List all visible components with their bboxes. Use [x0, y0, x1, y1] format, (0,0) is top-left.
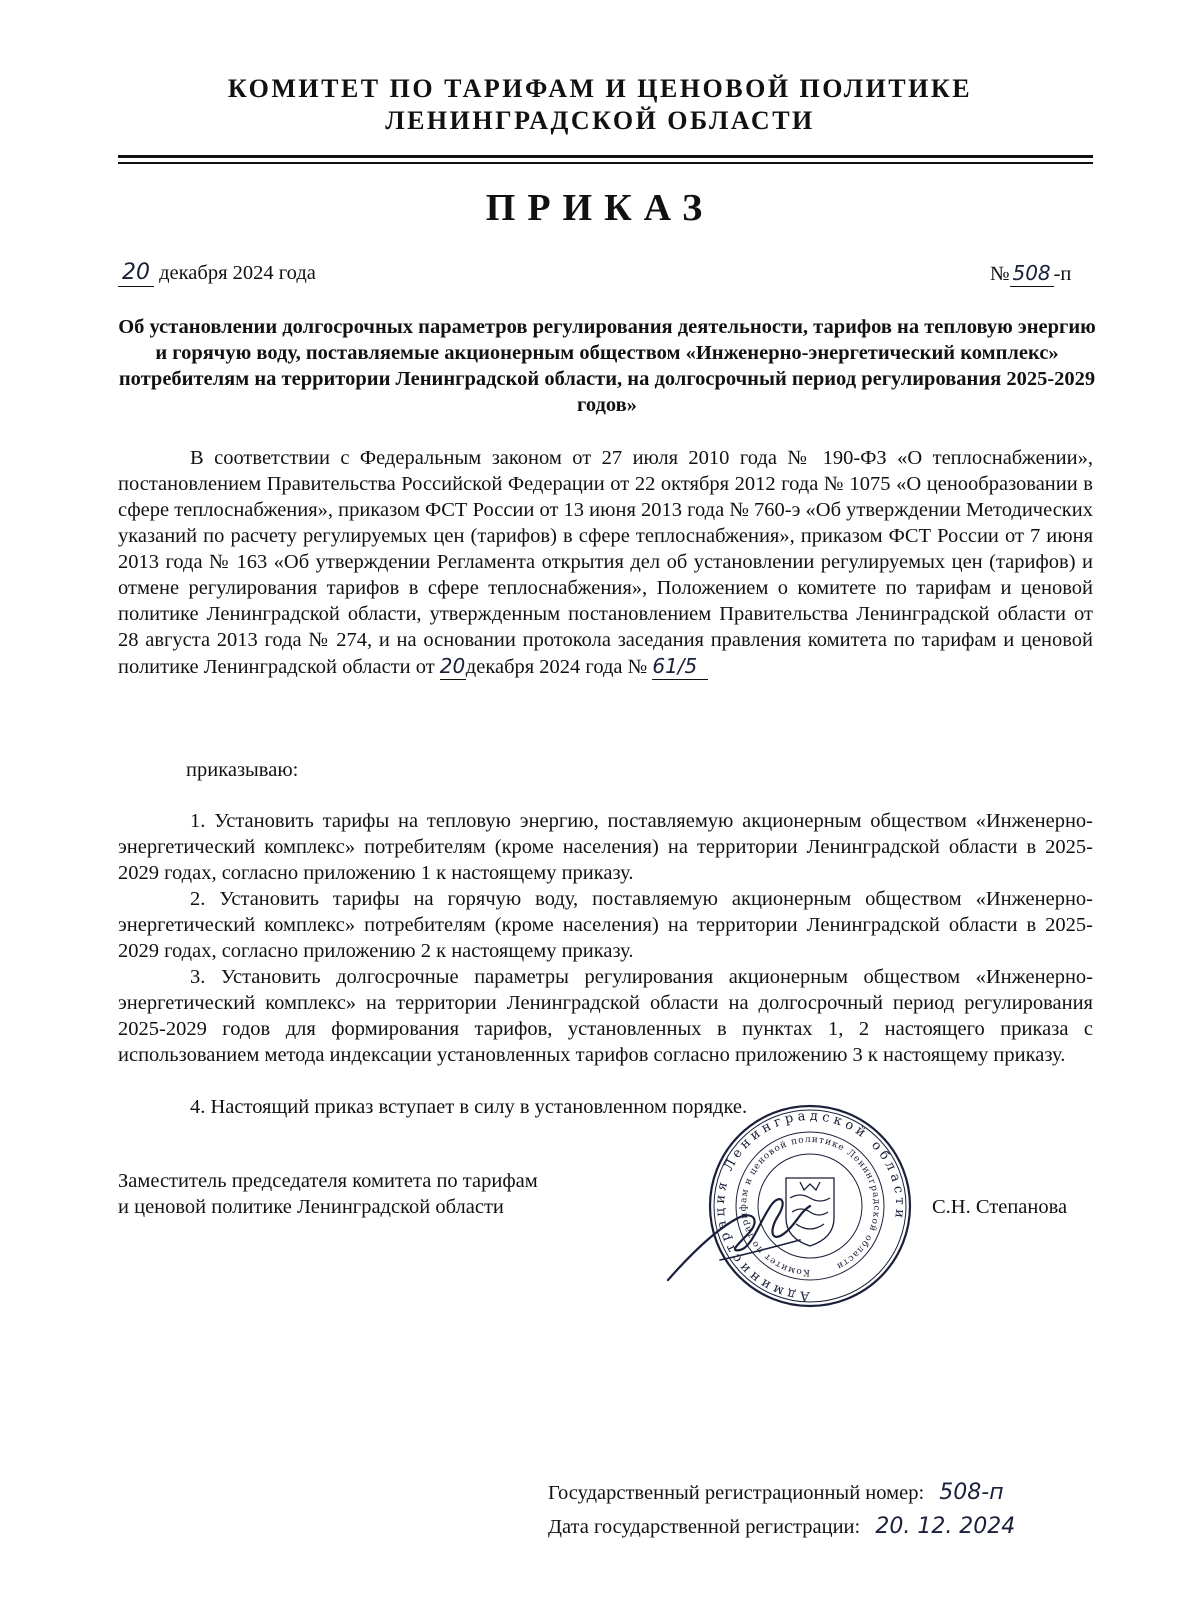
number-suffix: -п [1053, 263, 1072, 285]
document-subject: Об установлении долгосрочных параметров регулирования деятельности, тарифов на тепловую энергию и горячую воду, поставляемые акционерным обществом «Инженерно-энергетический комплекс» потребителям на территории Ленинградской области, на долгосрочный период регулирования 2025-2029 годов» [118, 316, 1096, 416]
order-item-3: 3. Установить долгосрочные параметры регулирования акционерным обществом «Инженерно-энергетический комплекс» на территории Ленинградской области на долгосрочный период регулирования 2025-2029 годов для формирования тарифов, установленных в пунктах 1, 2 настоящего приказа с использованием метода индексации установленных тарифов согласно приложению 3 к настоящему приказу. [118, 966, 1093, 1066]
protocol-day-handwritten: 20 [439, 654, 466, 678]
number-prefix: № [990, 263, 1010, 285]
order-item-1: 1. Установить тарифы на тепловую энергию, поставляемую акционерным обществом «Инженерно-энергетический комплекс» потребителям (кроме населения) на территории Ленинградской области в 2025-2029 годах, согласно приложению 1 к настоящему приказу. [118, 810, 1093, 884]
order-item-2: 2. Установить тарифы на горячую воду, поставляемую акционерным обществом «Инженерно-энергетический комплекс» потребителям (кроме населения) на территории Ленинградской области в 2025-2029 годах, согласно приложению 2 к настоящему приказу. [118, 888, 1093, 962]
preamble [118, 445, 1093, 680]
registration-number-value: 508-п [939, 1480, 1004, 1505]
registration-date-label: Дата государственной регистрации: [548, 1516, 861, 1538]
registration-number-label: Государственный регистрационный номер: [548, 1482, 925, 1504]
registration-number [548, 1478, 1004, 1508]
signatory-name: С.Н. Степанова [932, 1196, 1068, 1218]
stamp-inner-text: Комитет по тарифам и ценовой политике Ленинградской области [738, 1134, 882, 1278]
header-rule-thick [118, 155, 1093, 158]
order-item-4: 4. Настоящий приказ вступает в силу в установленном порядке. [190, 1096, 748, 1118]
protocol-number-handwritten: 61/5 [652, 653, 708, 680]
registration-date-value: 20. 12. 2024 [875, 1514, 1016, 1539]
org-name-line1: КОМИТЕТ ПО ТАРИФАМ И ЦЕНОВОЙ ПОЛИТИКЕ [227, 74, 973, 103]
preamble-text: В соответствии с Федеральным законом от 27 июля 2010 года № 190-ФЗ «О теплоснабжении», постановлением Правительства Российской Федерации от 22 октября 2012 года № 1075 «О ценообразовании в сфере теплоснабжения», приказом ФСТ России от 13 июня 2013 года № 760-э «Об утверждении Методических указаний по расчету регулируемых цен (тарифов) в сфере теплоснабжения», приказом ФСТ России от 7 июня 2013 года № 163 «Об утверждении Регламента открытия дел об установлении регулируемых цен (тарифов) и отмене регулирования тарифов в сфере теплоснабжения», Положением о комитете по тарифам и ценовой политике Ленинградской области, утвержденным постановлением Правительства Ленинградской области от 28 августа 2013 года № 274, и на основании протокола заседания правления комитета по тарифам и ценовой политике Ленинградской области от [118, 447, 1093, 678]
handwritten-signature [660, 1160, 820, 1290]
signatory-position-line1: Заместитель председателя комитета по тарифам [118, 1170, 538, 1192]
date-day-handwritten: 20 [118, 260, 154, 287]
document-title: ПРИКАЗ [485, 187, 715, 229]
org-name-line2: ЛЕНИНГРАДСКОЙ ОБЛАСТИ [385, 106, 815, 135]
document-date [118, 260, 316, 287]
header-rule-thin [118, 162, 1093, 164]
date-month-year: декабря 2024 года [159, 262, 316, 284]
registration-date [548, 1512, 1015, 1542]
number-handwritten: 508 [1010, 260, 1054, 287]
stamp-outer-text: Администрация Ленинградской области [712, 1108, 908, 1304]
signatory-position-line2: и ценовой политике Ленинградской области [118, 1196, 504, 1218]
order-word: приказываю: [186, 759, 299, 781]
document-number [990, 260, 1071, 287]
protocol-date-rest: декабря 2024 года № [465, 656, 648, 678]
